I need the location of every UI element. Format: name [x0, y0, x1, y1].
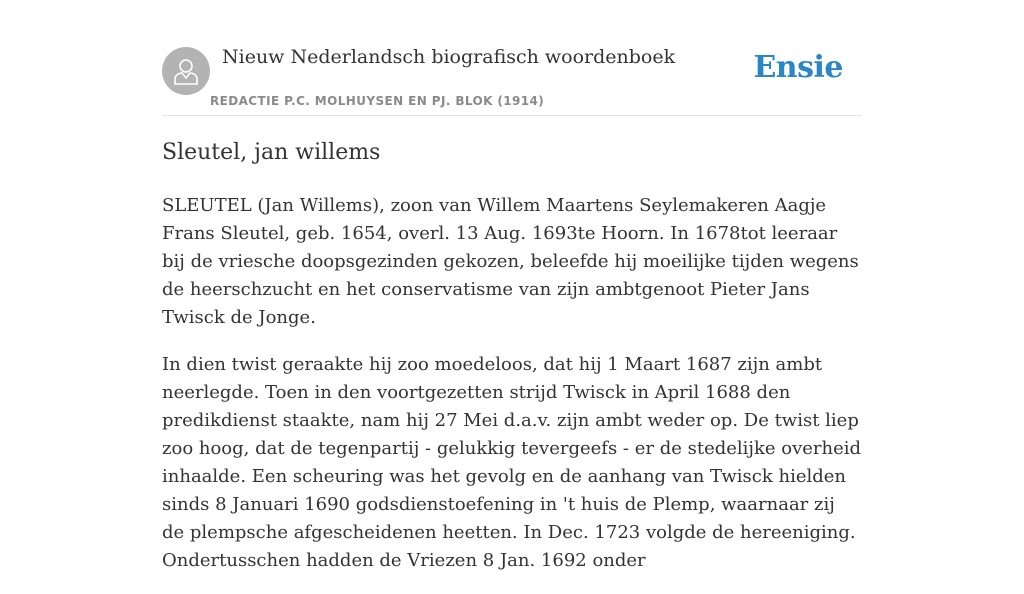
page-title: Sleutel, jan willems: [162, 140, 381, 165]
article-body: [162, 192, 862, 594]
article-page: [162, 0, 862, 571]
ensie-logo[interactable]: Ensie: [753, 50, 843, 85]
source-title[interactable]: Nieuw Nederlandsch biografisch woordenboek: [222, 46, 676, 68]
source-editors: REDACTIE P.C. MOLHUYSEN EN PJ. BLOK (1914): [210, 94, 545, 108]
user-icon: [173, 57, 199, 85]
paragraph: In dien twist geraakte hij zoo moedeloos, dat hij 1 Maart 1687 zijn ambt neerlegde. Toen in den voortgezetten strijd Twisck in April 1688 den predikdienst staakte, nam hij 27 Mei d.a.v. zijn ambt weder op. De twist liep zoo hoog, dat de tegenpartij - gelukkig tevergeefs - er de stedelijke overheid inhaalde. Een scheuring was het gevolg en de aanhang van Twisck hielden sinds 8 Januari 1690 godsdienstoefening in 't huis de Plemp, waarnaar zij de plempsche afgescheidenen heetten. In Dec. 1723 volgde de hereeniging. Ondertusschen hadden de Vriezen 8 Jan. 1692 onder: [162, 354, 862, 571]
source-header: [162, 0, 862, 116]
paragraph: SLEUTEL (Jan Willems), zoon van Willem Maartens Seylemakeren Aagje Frans Sleutel, geb. 1654, overl. 13 Aug. 1693te Hoorn. In 1678tot leeraar bij de vriesche doopsgezinden gekozen, beleefde hij moeilijke tijden wegens de heerschzucht en het conservatisme van zijn ambtgenoot Pieter Jans Twisck de Jonge.: [162, 195, 859, 328]
avatar[interactable]: [162, 47, 210, 95]
